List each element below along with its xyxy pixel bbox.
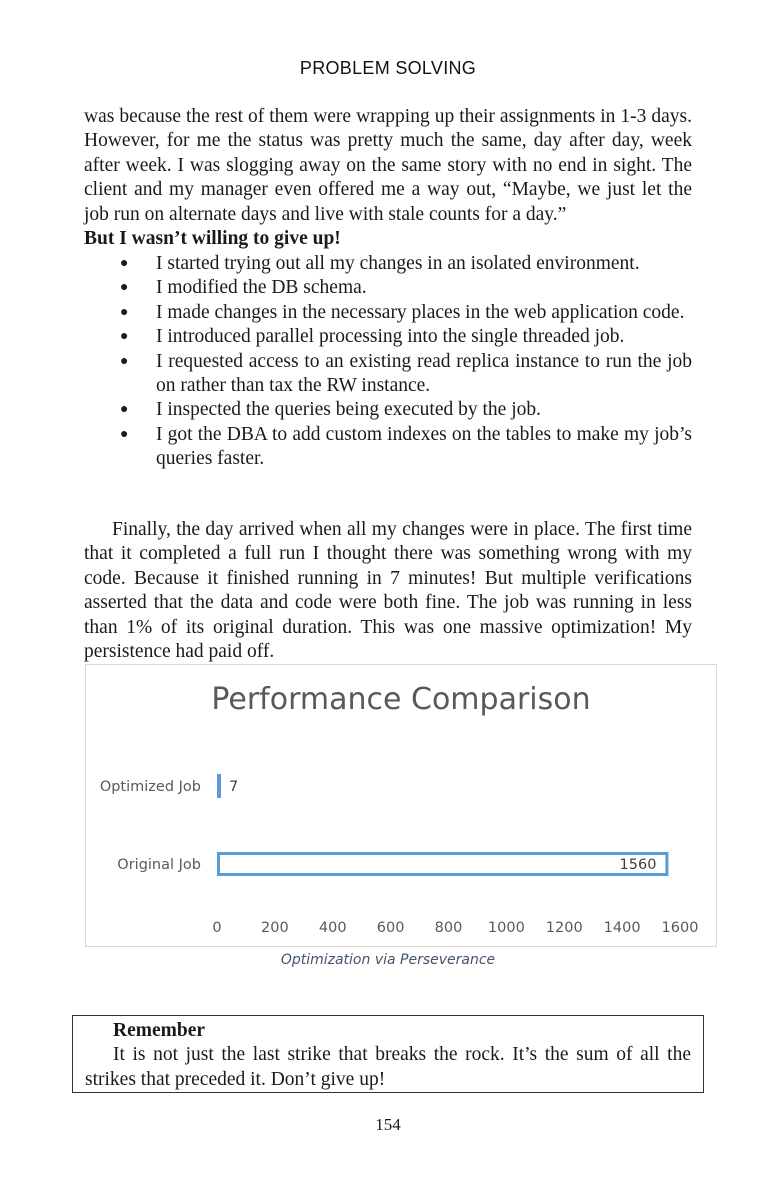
x-tick-label: 400 [318,920,347,936]
bullet-dot-icon: ● [120,402,129,418]
chart-title: Performance Comparison [211,682,591,717]
list-item: ● I introduced parallel processing into the single threaded job. [84,325,692,349]
remember-text: It is not just the last strike that breaks the rock. It’s the sum of all the strikes that preceded it. Don’t give up! [85,1044,691,1090]
data-label: 1560 [619,857,657,873]
x-tick-label: 800 [434,920,463,936]
remember-box [72,1015,704,1093]
x-tick-label: 1200 [545,920,583,936]
list-item: ● I requested access to an existing read replica instance to run the job on rather than tax the RW instance. [120,350,692,397]
bullet-dot-icon: ● [120,256,129,271]
running-header: PROBLEM SOLVING [299,58,477,78]
paragraph-1 [84,105,692,251]
list-item: ● I inspected the queries being executed by the job. [84,398,692,422]
bar-original-job [219,854,667,875]
list-item: ● I started trying out all my changes in an isolated environment. [84,252,692,276]
x-tick-label: 600 [376,920,405,936]
x-tick-label: 0 [212,920,222,936]
category-label: Original Job [117,857,201,873]
list-item: ● I got the DBA to add custom indexes on the tables to make my job’s queries faster. [120,423,692,470]
x-tick-label: 1400 [603,920,641,936]
x-tick-label: 1000 [487,920,525,936]
x-tick-label: 200 [261,920,289,936]
bullet-dot-icon: ● [120,280,129,296]
bullet-dot-icon: ● [120,426,129,442]
bullet-dot-icon: ● [120,304,129,320]
bullet-dot-icon: ● [120,329,129,345]
paragraph-1-text: was because the rest of them were wrapping up their assignments in 1-3 days. However, for me the status was pretty much the same, day after day, week after week. I was slogging away on the same story with no end in sight. The client and my manager even offered me a way out, “Maybe, we just let the job run on alternate days and live with stale counts for a day.” [84,106,692,225]
data-label: 7 [229,779,239,795]
figure-caption: Optimization via Perseverance [280,952,496,968]
page-number: 154 [375,1115,401,1134]
bullet-dot-icon: ● [120,353,129,369]
category-label: Optimized Job [99,779,201,795]
bold-statement: But I wasn’t willing to give up! [84,228,341,250]
remember-title: Remember [113,1020,206,1041]
bar-optimized-job [219,776,220,797]
x-tick-label: 1600 [661,920,699,936]
list-item: ● I made changes in the necessary places in the web application code. [84,301,692,325]
list-item: ● I modified the DB schema. [84,276,692,300]
bullet-list [84,252,692,472]
paragraph-2: Finally, the day arrived when all my changes were in place. The first time that it completed a full run I thought there was something wrong with my code. Because it finished running in 7 minutes! But multiple verifications asserted that the data and code were both fine. The job was running in less than 1% of its original duration. This was one massive optimization! My persistence had paid off. [84,519,692,663]
